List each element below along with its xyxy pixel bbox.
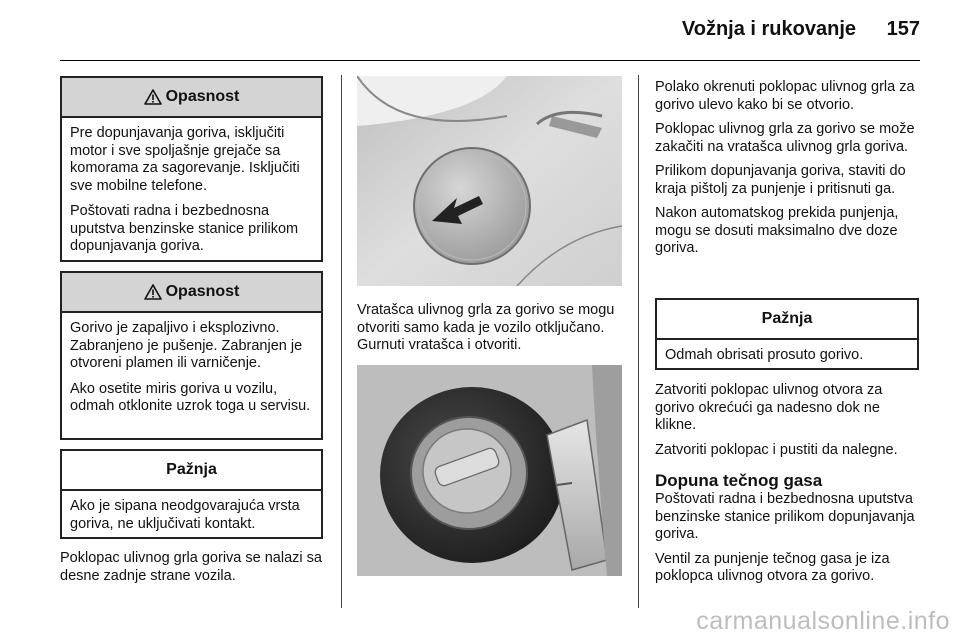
- danger-box-body: [62, 118, 321, 261]
- fuel-door-open-illustration: [357, 365, 622, 576]
- danger-box-heading: [62, 273, 321, 313]
- lpg-heading: Dopuna tečnog gasa: [655, 471, 823, 490]
- caution-box-paragraph: Odmah obrisati prosuto gorivo.: [665, 347, 864, 363]
- right-column-top-text: [655, 79, 923, 265]
- body-paragraph: Zatvoriti poklopac ulivnog otvora za gorivo okrećući ga nadesno dok ne klikne.: [655, 382, 883, 433]
- caution-box-body: [62, 491, 321, 538]
- watermark: carmanualsonline.info: [696, 607, 950, 635]
- caution-box-heading: Pažnja: [62, 451, 321, 491]
- warning-triangle-icon: [144, 89, 162, 105]
- caution-box-body: [657, 340, 917, 370]
- danger-box-paragraph: Poštovati radna i bezbednosna uputstva benzinske stanice prilikom dopunjavanja goriva.: [70, 203, 299, 254]
- body-paragraph: Zatvoriti poklopac i pustiti da nalegne.: [655, 441, 898, 458]
- lpg-section: [655, 471, 923, 593]
- header-rule: [60, 60, 920, 61]
- body-paragraph: Poštovati radna i bezbednosna uputstva benzinske stanice prilikom dopunjavanja goriva.: [655, 491, 915, 542]
- danger-box-heading: [62, 78, 321, 118]
- fuel-door-open-photo: [357, 365, 622, 576]
- right-column-bottom-text: [655, 382, 923, 466]
- fuel-door-closed-illustration: [357, 76, 622, 286]
- body-paragraph: Poklopac ulivnog grla goriva se nalazi sa desne zadnje strane vozila.: [60, 550, 322, 584]
- danger-heading-text: Opasnost: [165, 88, 240, 105]
- danger-heading-text: Opasnost: [165, 283, 240, 300]
- caution-box-spilled-fuel: [655, 298, 919, 370]
- danger-box-paragraph: Pre dopunjavanja goriva, isključiti motor i sve spoljašnje grejače sa komorama za sagorevanje. Isključiti sve mobilne telefone.: [70, 125, 300, 194]
- danger-box-body: [62, 313, 321, 421]
- caution-box-wrong-fuel: [60, 449, 323, 539]
- caution-box-paragraph: Ako je sipana neodgovarajuća vrsta goriva, ne uključivati kontakt.: [70, 498, 300, 532]
- danger-box-paragraph: Gorivo je zapaljivo i eksplozivno. Zabranjeno je pušenje. Zabranjen je otvoreni plamen ili varničenje.: [70, 320, 303, 371]
- caution-box-heading: Pažnja: [657, 300, 917, 340]
- fuel-door-closed-photo: [357, 76, 622, 286]
- danger-box-paragraph: Ako osetite miris goriva u vozilu, odmah otklonite uzrok toga u servisu.: [70, 380, 311, 414]
- danger-box-fuel-safety: [60, 76, 323, 262]
- body-paragraph: Prilikom dopunjavanja goriva, staviti do kraja pištolj za punjenje i pritisnuti ga.: [655, 163, 906, 197]
- fuel-door-caption: [357, 302, 632, 362]
- left-column-paragraph: [60, 550, 330, 592]
- danger-box-flammable: [60, 271, 323, 440]
- column-divider-left: [341, 75, 342, 608]
- body-paragraph: Ventil za punjenje tečnog gasa je iza poklopca ulivnog otvora za gorivo.: [655, 550, 890, 584]
- column-divider-right: [638, 75, 639, 608]
- body-paragraph: Polako okrenuti poklopac ulivnog grla za gorivo ulevo kako bi se otvorio.: [655, 79, 915, 113]
- body-paragraph: Poklopac ulivnog grla za gorivo se može zakačiti na vratašca ulivnog grla goriva.: [655, 121, 915, 155]
- page-number: 157: [886, 18, 920, 40]
- warning-triangle-icon: [144, 284, 162, 300]
- body-paragraph: Nakon automatskog prekida punjenja, mogu se dosuti maksimalno dve doze goriva.: [655, 205, 899, 256]
- caption-paragraph: Vratašca ulivnog grla za gorivo se mogu otvoriti samo kada je vozilo otključano. Gurnuti vratašca i otvoriti.: [357, 302, 615, 353]
- header-title: Vožnja i rukovanje: [681, 18, 856, 40]
